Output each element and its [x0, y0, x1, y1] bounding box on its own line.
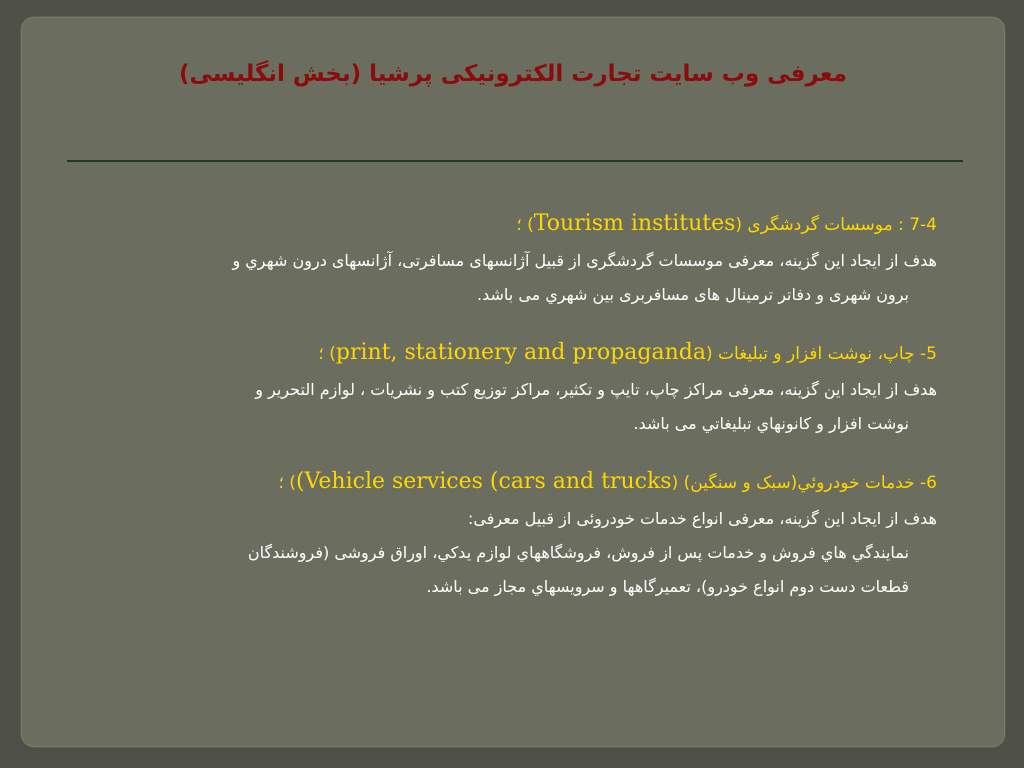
heading-en: Tourism institutes [533, 211, 736, 236]
heading-end: ) ؛ [278, 473, 296, 493]
section-line: نمايندگي هاي فروش و خدمات پس از فروش، فروشگاههاي لوازم يدكي، اوراق فروشی (فروشندگان [247, 543, 909, 562]
heading-fa: 6- خدمات خودروئي(سبک و سنگين) ( [671, 473, 937, 493]
section-heading [67, 205, 937, 244]
slide-content [67, 205, 937, 626]
section-line: هدف از ايجاد اين گزينه، معرفی انواع خدمات خودروئی از قبيل معرفی: [468, 509, 937, 528]
heading-fa: 7-4 : موسسات گردشگری ( [735, 215, 937, 235]
heading-end: ) ؛ [318, 344, 336, 364]
heading-en: print, stationery and propaganda [335, 340, 706, 365]
heading-end: ) ؛ [516, 215, 534, 235]
section-line: قطعات دست دوم انواع خودرو)، تعميرگاهها و سرويسهاي مجاز می باشد. [426, 577, 909, 596]
slide [20, 16, 1006, 748]
heading-fa: 5- چاپ، نوشت افزار و تبليغات ( [705, 344, 937, 364]
section-line: برون شهری و دفاتر ترمينال های مسافربری بين شهري می باشد. [477, 285, 909, 304]
section-line: هدف از ايجاد اين گزينه، معرفی مراكز چاپ، تايپ و تكثير، مراكز توزيع كتب و نشريات ، لوازم التحرير و [255, 380, 937, 399]
section-vehicle [67, 463, 937, 604]
section-heading [67, 334, 937, 373]
heading-en: (Vehicle services (cars and trucks [295, 469, 672, 494]
section-tourism [67, 205, 937, 312]
title-divider [67, 160, 963, 162]
section-print [67, 334, 937, 441]
section-line: نوشت افزار و كانونهاي تبليغاتي می باشد. [633, 414, 909, 433]
section-line: هدف از ايجاد اين گزينه، معرفی موسسات گردشگری از قبيل آژانسهای مسافرتی، آژانسهای درون شهري و [232, 251, 937, 270]
slide-title: معرفی وب سایت تجارت الکترونیکی پرشیا (بخش انگلیسی) [179, 61, 847, 87]
section-heading [67, 463, 937, 502]
